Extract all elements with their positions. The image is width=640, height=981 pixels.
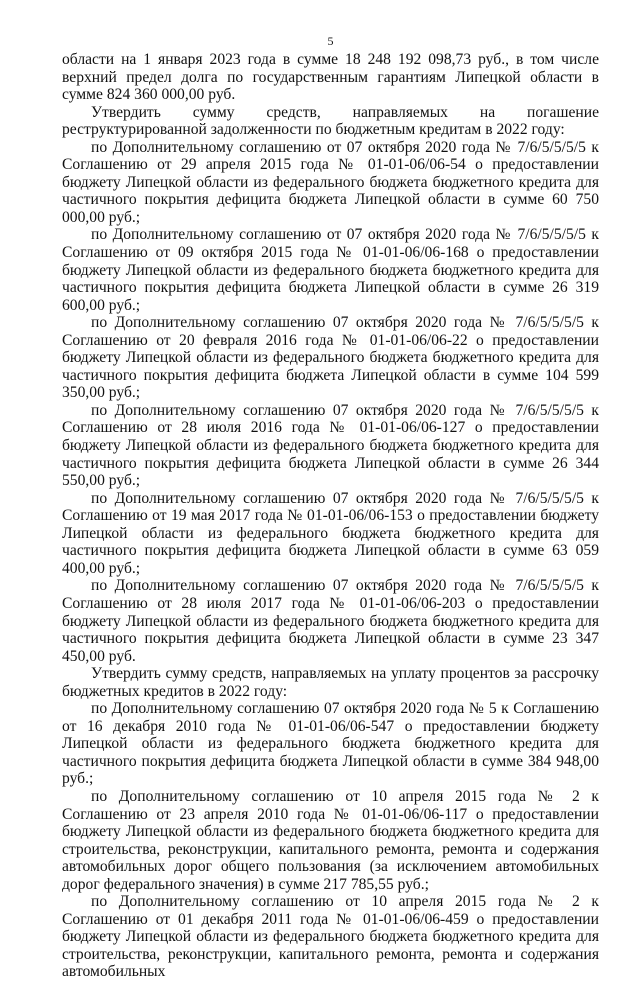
list-item: по Дополнительному соглашению 07 октября 2020 года № 7/6/5/5/5/5 к Соглашению от 19 мая 2017 года № 01-01-06/06-153 о предоставлении бюджету Липецкой области из федерального бюджета бюджетного кредита для частичного покрытия дефицита бюджета Липецкой области в сумме 63 059 400,00 руб.; [62,489,599,577]
list-item: по Дополнительному соглашению 07 октября 2020 года № 7/6/5/5/5/5 к Соглашению от 28 июля 2016 года № 01-01-06/06-127 о предоставлении бюджету Липецкой области из федерального бюджета бюджетного кредита для частичного покрытия дефицита бюджета Липецкой области в сумме 26 344 550,00 руб.; [62,401,599,490]
document-page [62,34,599,981]
paragraph-interest-intro: Утвердить сумму средств, направляемых на уплату процентов за рассрочку бюджетных кредитов в 2022 году: [62,665,599,700]
list-item: по Дополнительному соглашению от 10 апреля 2015 года № 2 к Соглашению от 01 декабря 2011 года № 01-01-06/06-459 о предоставлении бюджету Липецкой области из федерального бюджета бюджетного кредита для строительства, реконструкции, капитального ремонта, ремонта и содержания автомобильных [62,893,599,981]
list-item: по Дополнительному соглашению от 10 апреля 2015 года № 2 к Соглашению от 23 апреля 2010 года № 01-01-06/06-117 о предоставлении бюджету Липецкой области из федерального бюджета бюджетного кредита для строительства, реконструкции, капитального ремонта, ремонта и содержания автомобильных дорог общего пользования (за исключением автомобильных дорог федерального значения) в сумме 217 785,55 руб.; [62,787,599,893]
paragraph-debt-limit: области на 1 января 2023 года в сумме 18 248 192 098,73 руб., в том числе верхний предел долга по государственным гарантиям Липецкой области в сумме 824 360 000,00 руб. [62,51,599,104]
list-item: по Дополнительному соглашению от 07 октября 2020 года № 7/6/5/5/5/5 к Соглашению от 09 октября 2015 года № 01-01-06/06-168 о предоставлении бюджету Липецкой области из федерального бюджета бюджетного кредита для частичного покрытия дефицита бюджета Липецкой области в сумме 26 319 600,00 руб.; [62,226,599,314]
list-item: по Дополнительному соглашению от 07 октября 2020 года № 7/6/5/5/5/5 к Соглашению от 29 апреля 2015 года № 01-01-06/06-54 о предоставлении бюджету Липецкой области из федерального бюджета бюджетного кредита для частичного покрытия дефицита бюджета Липецкой области в сумме 60 750 000,00 руб.; [62,138,599,226]
page-number: 5 [327,34,334,48]
list-item: по Дополнительному соглашению 07 октября 2020 года № 7/6/5/5/5/5 к Соглашению от 20 февраля 2016 года № 01-01-06/06-22 о предоставлении бюджету Липецкой области из федерального бюджета бюджетного кредита для частичного покрытия дефицита бюджета Липецкой области в сумме 104 599 350,00 руб.; [62,314,599,402]
paragraph-restructured-debt-intro: Утвердить сумму средств, направляемых на погашение реструктурированной задолженности по бюджетным кредитам в 2022 году: [62,103,599,139]
list-item: по Дополнительному соглашению 07 октября 2020 года № 5 к Соглашению от 16 декабря 2010 года № 01-01-06/06-547 о предоставлении бюджету Липецкой области из федерального бюджета бюджетного кредита для частичного покрытия дефицита бюджета Липецкой области в сумме 384 948,00 руб.; [62,700,599,788]
list-item: по Дополнительному соглашению 07 октября 2020 года № 7/6/5/5/5/5 к Соглашению от 28 июля 2017 года № 01-01-06/06-203 о предоставлении бюджету Липецкой области из федерального бюджета бюджетного кредита для частичного покрытия дефицита бюджета Липецкой области в сумме 23 347 450,00 руб. [62,577,599,665]
